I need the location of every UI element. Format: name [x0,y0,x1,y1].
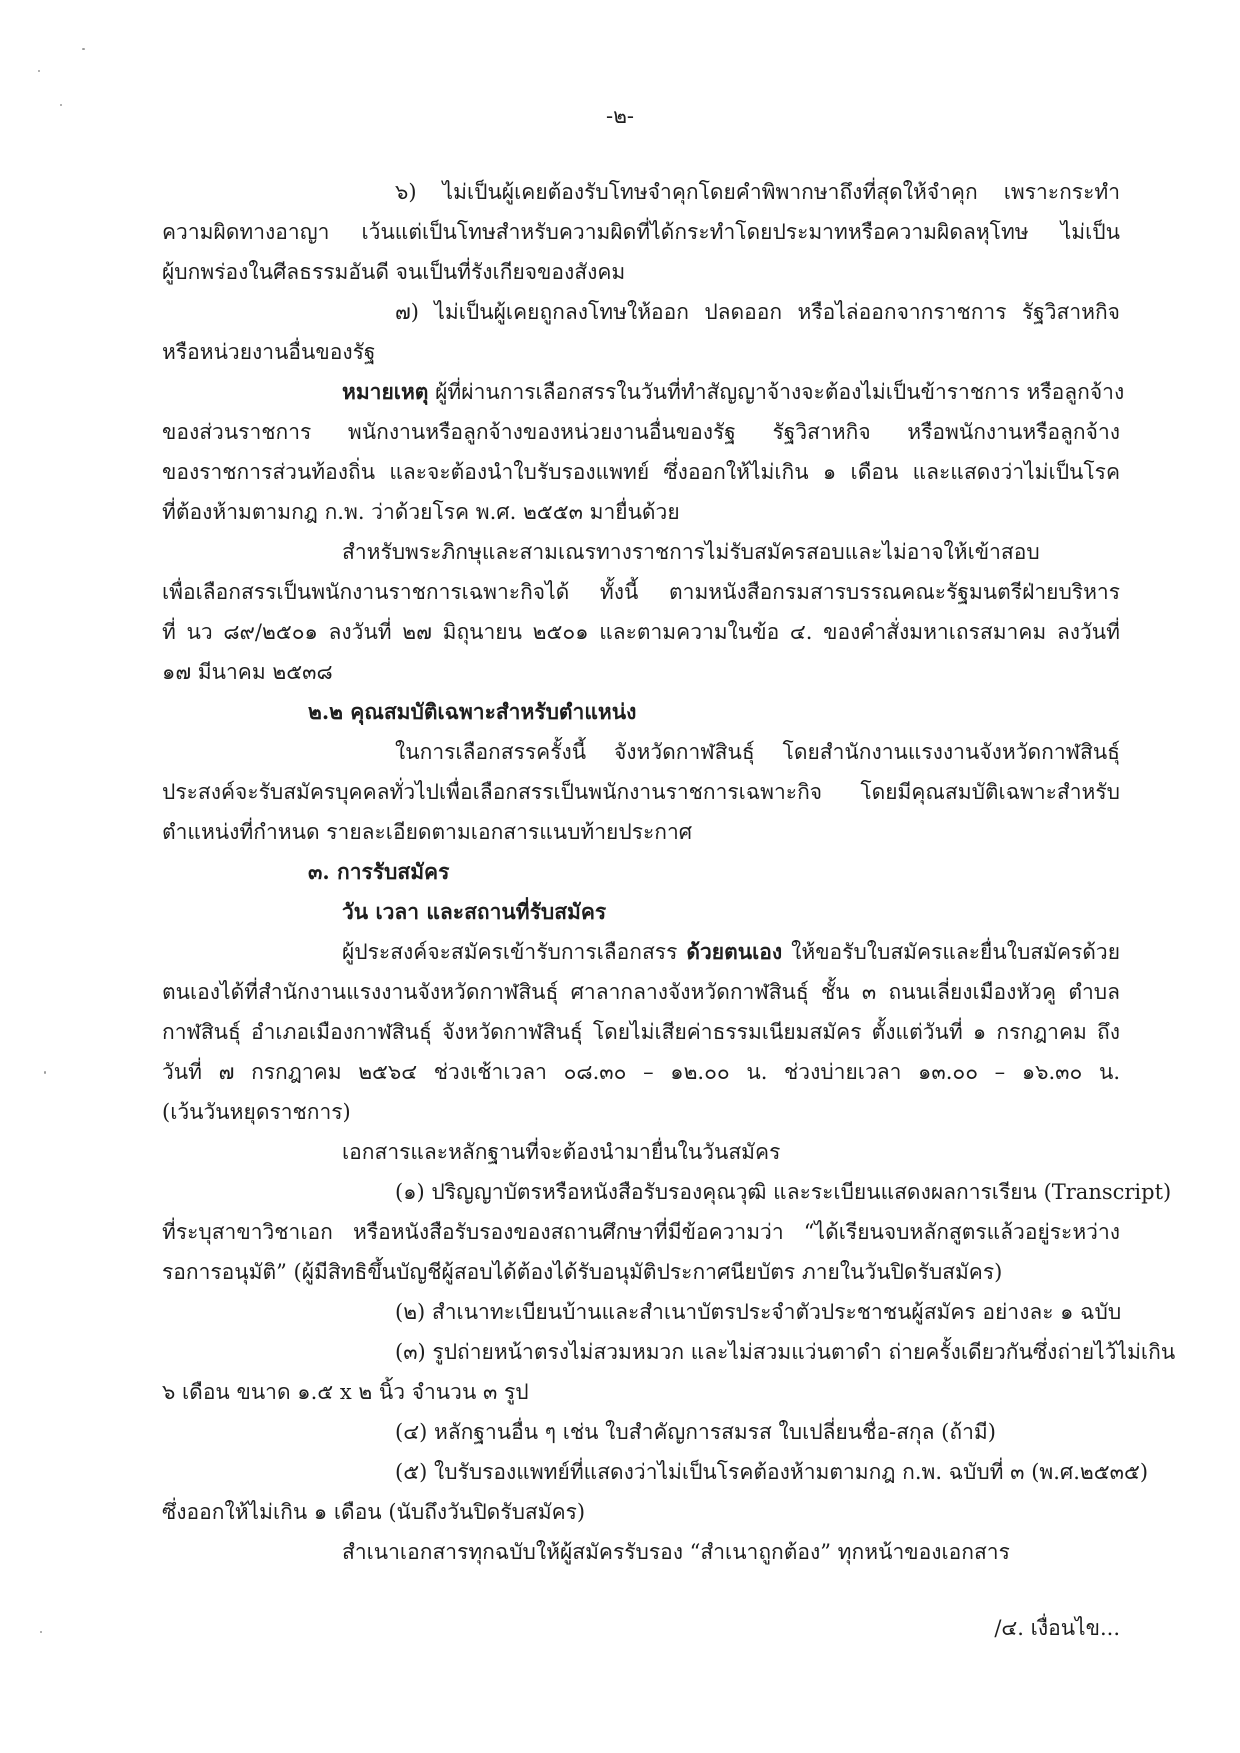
scan-speck [82,48,85,50]
document-1-line-2: ที่ระบุสาขาวิชาเอก หรือหนังสือรับรองของสถานศึกษาที่มีข้อความว่า “ได้เรียนจบหลักสูตรแล้วอยู่ระหว่าง [162,1220,1120,1244]
scan-speck [40,1631,42,1633]
note-line-1 [342,375,1125,409]
scan-speck [60,104,62,106]
footer-continuation: /๔. เงื่อนไข... [994,1616,1120,1640]
scan-speck [44,1071,46,1074]
document-2: (๒) สำเนาทะเบียนบ้านและสำเนาบัตรประจำตัวประชาชนผู้สมัคร อย่างละ ๑ ฉบับ [395,1300,1122,1324]
note-line-2: ของส่วนราชการ พนักงานหรือลูกจ้างของหน่วยงานอื่นของรัฐ รัฐวิสาหกิจ หรือพนักงานหรือลูกจ้าง [162,420,1120,444]
note-line-4: ที่ต้องห้ามตามกฎ ก.พ. ว่าด้วยโรค พ.ศ. ๒๕๕๓ มายื่นด้วย [162,500,680,524]
page-number: -๒- [605,104,635,128]
section-3-line-2: ตนเองได้ที่สำนักงานแรงงานจังหวัดกาฬสินธุ์ ศาลากลางจังหวัดกาฬสินธุ์ ชั้น ๓ ถนนเลี่ยงเมืองหัวคู ตำบล [162,980,1120,1004]
documents-heading: เอกสารและหลักฐานที่จะต้องนำมายื่นในวันสมัคร [342,1140,781,1164]
section-2-2-line-2: ประสงค์จะรับสมัครบุคคลทั่วไปเพื่อเลือกสรรเป็นพนักงานราชการเฉพาะกิจ โดยมีคุณสมบัติเฉพาะสำหรับ [162,780,1120,804]
scan-speck [38,70,40,72]
section-2-2-line-1: ในการเลือกสรรครั้งนี้ จังหวัดกาฬสินธุ์ โดยสำนักงานแรงงานจังหวัดกาฬสินธุ์ [395,740,1120,764]
section-3-line-5: (เว้นวันหยุดราชการ) [162,1100,351,1124]
section-3-line-3: กาฬสินธุ์ อำเภอเมืองกาฬสินธุ์ จังหวัดกาฬสินธุ์ โดยไม่เสียค่าธรรมเนียมสมัคร ตั้งแต่วันที่ ๑ กรกฎาคม ถึง [162,1020,1120,1044]
item-6-line-2: ความผิดทางอาญา เว้นแต่เป็นโทษสำหรับความผิดที่ได้กระทำโดยประมาทหรือความผิดลหุโทษ ไม่เป็น [162,220,1120,244]
document-3-line-2: ๖ เดือน ขนาด ๑.๕ x ๒ นิ้ว จำนวน ๓ รูป [162,1380,529,1404]
document-1-line-1: (๑) ปริญญาบัตรหรือหนังสือรับรองคุณวุฒิ และระเบียนแสดงผลการเรียน (Transcript) [395,1180,1172,1204]
section-3-line-1-a: ผู้ประสงค์จะสมัครเข้ารับการเลือกสรร [342,940,687,964]
section-3-line-1 [342,935,1120,969]
document-5-line-1: (๕) ใบรับรองแพทย์ที่แสดงว่าไม่เป็นโรคต้องห้ามตามกฎ ก.พ. ฉบับที่ ๓ (พ.ศ.๒๕๓๕) [395,1460,1149,1484]
monks-line-4: ๑๗ มีนาคม ๒๕๓๘ [162,660,333,684]
section-3-heading: ๓. การรับสมัคร [308,859,450,884]
section-3-subheading: วัน เวลา และสถานที่รับสมัคร [342,899,607,924]
note-line-3: ของราชการส่วนท้องถิ่น และจะต้องนำใบรับรองแพทย์ ซึ่งออกให้ไม่เกิน ๑ เดือน และแสดงว่าไม่เป็นโรค [162,460,1120,484]
item-6-line-3: ผู้บกพร่องในศีลธรรมอันดี จนเป็นที่รังเกียจของสังคม [162,260,626,284]
monks-line-1: สำหรับพระภิกษุและสามเณรทางราชการไม่รับสมัครสอบและไม่อาจให้เข้าสอบ [342,540,1040,564]
note-label: หมายเหตุ [342,379,429,404]
document-3-line-1: (๓) รูปถ่ายหน้าตรงไม่สวมหมวก และไม่สวมแว่นตาดำ ถ่ายครั้งเดียวกันซึ่งถ่ายไว้ไม่เกิน [395,1340,1176,1364]
note-line-1-text: ผู้ที่ผ่านการเลือกสรรในวันที่ทำสัญญาจ้างจะต้องไม่เป็นข้าราชการ หรือลูกจ้าง [428,380,1125,404]
item-7-line-2: หรือหน่วยงานอื่นของรัฐ [162,340,376,364]
section-2-2-line-3: ตำแหน่งที่กำหนด รายละเอียดตามเอกสารแนบท้ายประกาศ [162,820,693,844]
monks-line-3: ที่ นว ๘๙/๒๕๐๑ ลงวันที่ ๒๗ มิถุนายน ๒๕๐๑ และตามความในข้อ ๔. ของคำสั่งมหาเถรสมาคม ลงวันที่ [162,620,1120,644]
item-6-line-1: ๖) ไม่เป็นผู้เคยต้องรับโทษจำคุกโดยคำพิพากษาถึงที่สุดให้จำคุก เพราะกระทำ [395,180,1120,204]
section-3-line-1-b: ให้ขอรับใบสมัครและยื่นใบสมัครด้วย [782,940,1120,964]
section-2-2-heading: ๒.๒ คุณสมบัติเฉพาะสำหรับตำแหน่ง [308,699,637,724]
monks-line-2: เพื่อเลือกสรรเป็นพนักงานราชการเฉพาะกิจได้ ทั้งนี้ ตามหนังสือกรมสารบรรณคณะรัฐมนตรีฝ่ายบริหาร [162,580,1120,604]
item-7-line-1: ๗) ไม่เป็นผู้เคยถูกลงโทษให้ออก ปลดออก หรือไล่ออกจากราชการ รัฐวิสาหกิจ [395,300,1120,324]
section-3-in-person: ด้วยตนเอง [686,939,783,964]
section-3-line-4: วันที่ ๗ กรกฎาคม ๒๕๖๔ ช่วงเช้าเวลา ๐๘.๓๐ – ๑๒.๐๐ น. ช่วงบ่ายเวลา ๑๓.๐๐ – ๑๖.๓๐ น. [162,1060,1120,1084]
document-5-line-2: ซึ่งออกให้ไม่เกิน ๑ เดือน (นับถึงวันปิดรับสมัคร) [162,1500,586,1524]
copies-certification: สำเนาเอกสารทุกฉบับให้ผู้สมัครรับรอง “สำเนาถูกต้อง” ทุกหน้าของเอกสาร [342,1540,1010,1564]
document-4: (๔) หลักฐานอื่น ๆ เช่น ใบสำคัญการสมรส ใบเปลี่ยนชื่อ-สกุล (ถ้ามี) [395,1420,996,1444]
document-1-line-3: รอการอนุมัติ” (ผู้มีสิทธิขึ้นบัญชีผู้สอบได้ต้องได้รับอนุมัติประกาศนียบัตร ภายในวันปิดรับสมัคร) [162,1260,1003,1284]
